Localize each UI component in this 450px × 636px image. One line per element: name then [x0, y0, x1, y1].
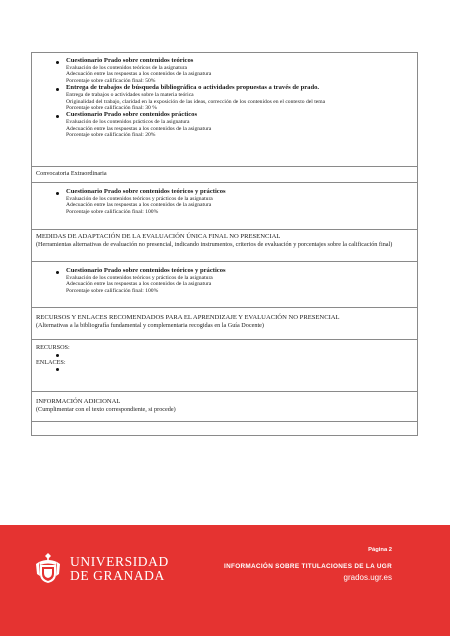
evaluation-table	[31, 52, 418, 436]
section-heading: INFORMACIÓN ADICIONAL	[36, 398, 121, 405]
item-line: Adecuación entre las respuestas a los contenidos de la asignatura	[66, 71, 212, 78]
university-crest-icon	[35, 552, 61, 584]
recursos-label: RECURSOS:	[36, 344, 70, 351]
bullet-icon	[56, 115, 59, 118]
convocatoria-label: Convocatoria Extraordinaria	[36, 170, 107, 177]
list-item	[36, 267, 413, 294]
section-subtitle: (Alternativas a la bibliografía fundamental y complementaria recogidas en la Guía Docente)	[36, 322, 264, 329]
empty-row	[32, 421, 417, 437]
empty-list-item	[36, 366, 413, 373]
item-title: Cuestionario Prado sobre contenidos teóricos	[66, 57, 194, 64]
list-item	[36, 57, 413, 84]
item-line: Evaluación de los contenidos teóricos de la asignatura	[66, 65, 188, 71]
item-title: Cuestionario Prado sobre contenidos prácticos	[66, 111, 198, 119]
bullet-icon	[56, 271, 59, 274]
info-row	[32, 391, 417, 421]
recursos-row	[32, 307, 417, 339]
bullet-icon	[56, 61, 59, 64]
empty-list-item	[36, 352, 413, 359]
list-item	[36, 188, 413, 215]
convocatoria-row	[32, 166, 417, 182]
page-footer	[0, 525, 450, 636]
section-subtitle: (Cumplimentar con el texto correspondiente, si procede)	[36, 406, 176, 413]
bullet-icon	[56, 192, 59, 195]
page-number: Página 2	[368, 547, 392, 553]
bullet-icon	[56, 88, 59, 91]
item-line: Adecuación entre las respuestas a los contenidos de la asignatura	[66, 125, 212, 132]
enlaces-label: ENLACES:	[36, 358, 66, 366]
item-line: Adecuación entre las respuestas a los contenidos de la asignatura	[66, 281, 212, 288]
list-item	[36, 84, 413, 111]
item-line: Evaluación de los contenidos teóricos y prácticos de la asignatura	[66, 196, 213, 202]
extraordinary-items-row	[32, 182, 417, 229]
item-line: Porcentaje sobre calificación final: 100%	[66, 208, 159, 215]
item-line: Evaluación de los contenidos prácticos de la asignatura	[66, 119, 190, 126]
item-line: Entrega de trabajos o actividades sobre la materia teórica	[66, 92, 194, 99]
section-subtitle: (Herramientas alternativas de evaluación no presencial, indicando instrumentos, criterios de evaluación y porcentajes sobre la calificación final)	[36, 241, 393, 248]
item-line: Adecuación entre las respuestas a los contenidos de la asignatura	[66, 202, 212, 209]
item-line: Porcentaje sobre calificación final: 50%	[66, 77, 156, 84]
item-title: Cuestionario Prado sobre contenidos teóricos y prácticos	[66, 267, 226, 274]
section-heading: RECURSOS Y ENLACES RECOMENDADOS PARA EL APRENDIZAJE Y EVALUACIÓN NO PRESENCIAL	[36, 314, 340, 321]
item-line: Porcentaje sobre calificación final: 20%	[66, 132, 156, 139]
section-heading: MEDIDAS DE ADAPTACIÓN DE LA EVALUACIÓN ÚNICA FINAL NO PRESENCIAL	[36, 233, 281, 240]
item-line: Porcentaje sobre calificación final: 100%	[66, 287, 159, 294]
bullet-icon	[56, 368, 59, 371]
evaluation-items-row	[32, 53, 417, 166]
recursos-enlaces-row	[32, 339, 417, 391]
item-title: Entrega de trabajos de búsqueda bibliográfica o actividades propuestas a través de prado.	[66, 84, 320, 92]
list-item	[36, 111, 413, 138]
item-line: Porcentaje sobre calificación final: 30 %	[66, 105, 157, 112]
bullet-icon	[56, 354, 59, 357]
medidas-row	[32, 229, 417, 261]
item-title: Cuestionario Prado sobre contenidos teóricos y prácticos	[66, 188, 226, 195]
university-name-line2: DE GRANADA	[70, 568, 165, 583]
medidas-items-row	[32, 261, 417, 307]
item-line: Originalidad del trabajo, claridad en la exposición de las ideas, corrección de los contenidos en el contexto del tema	[66, 98, 326, 105]
item-line: Evaluación de los contenidos teóricos y prácticos de la asignatura	[66, 275, 213, 281]
university-name: UNIVERSIDAD	[70, 554, 169, 569]
footer-website-link[interactable]: grados.ugr.es	[343, 573, 392, 582]
footer-info-line: INFORMACIÓN SOBRE TITULACIONES DE LA UGR	[224, 563, 392, 570]
